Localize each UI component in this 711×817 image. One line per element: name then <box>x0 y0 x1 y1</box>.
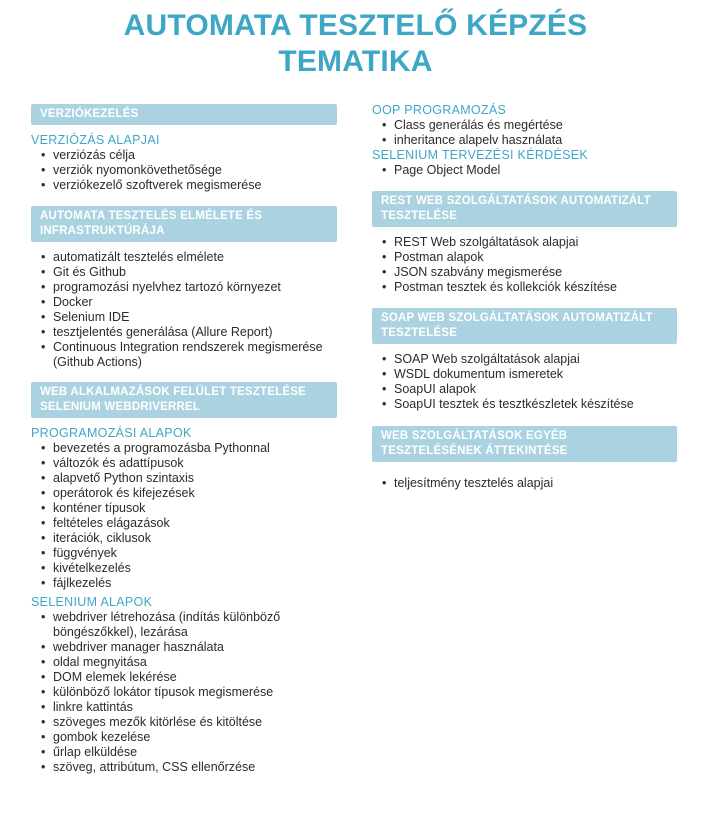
section-header-automata-teszteles: AUTOMATA TESZTELÉS ELMÉLETE ÉS INFRASTRUKTÚRÁJA <box>31 206 337 242</box>
list-item: • oldal megnyitása <box>31 655 337 670</box>
list-programozasi-alapok <box>31 441 337 591</box>
list-item: • konténer típusok <box>31 501 337 516</box>
list-item: • bevezetés a programozásba Pythonnal <box>31 441 337 456</box>
subheading-oop-programozas: OOP PROGRAMOZÁS <box>372 103 507 117</box>
list-item: • Class generálás és megértése <box>372 118 677 133</box>
subheading-verziozas-alapjai: VERZIÓZÁS ALAPJAI <box>31 133 160 147</box>
list-item: • JSON szabvány megismerése <box>372 265 677 280</box>
list-item: • Postman alapok <box>372 250 677 265</box>
list-item: • SoapUI tesztek és tesztkészletek készítése <box>372 397 677 412</box>
list-item: • REST Web szolgáltatások alapjai <box>372 235 677 250</box>
list-automata-teszteles <box>31 250 337 370</box>
list-item: • feltételes elágazások <box>31 516 337 531</box>
list-item: • SoapUI alapok <box>372 382 677 397</box>
section-header-web-alkalmazasok: WEB ALKALMAZÁSOK FELÜLET TESZTELÉSE SELENIUM WEBDRIVERREL <box>31 382 337 418</box>
list-item: • iterációk, ciklusok <box>31 531 337 546</box>
page-title-line-2: TEMATIKA <box>278 45 433 78</box>
page-title-line-1: AUTOMATA TESZTELŐ KÉPZÉS <box>123 9 588 42</box>
list-soap <box>372 352 677 412</box>
list-item: • változók és adattípusok <box>31 456 337 471</box>
left-column <box>31 104 337 775</box>
list-egyeb <box>372 476 677 491</box>
list-item: • gombok kezelése <box>31 730 337 745</box>
list-item: • szöveg, attribútum, CSS ellenőrzése <box>31 760 337 775</box>
list-rest <box>372 235 677 295</box>
list-item: • fájlkezelés <box>31 576 337 591</box>
list-item: • webdriver létrehozása (indítás különböző böngészőkkel), lezárása <box>31 610 337 640</box>
list-item: • teljesítmény tesztelés alapjai <box>372 476 677 491</box>
subheading-selenium-alapok: SELENIUM ALAPOK <box>31 595 153 609</box>
list-item: • Continuous Integration rendszerek megismerése (Github Actions) <box>31 340 337 370</box>
list-item: • linkre kattintás <box>31 700 337 715</box>
section-header-rest: REST WEB SZOLGÁLTATÁSOK AUTOMATIZÁLT TESZTELÉSE <box>372 191 677 227</box>
list-item: • Postman tesztek és kollekciók készítése <box>372 280 677 295</box>
list-item: • különböző lokátor típusok megismerése <box>31 685 337 700</box>
page-title <box>0 8 711 80</box>
list-selenium-alapok <box>31 610 337 775</box>
list-verziozas <box>31 148 337 193</box>
list-item: • Docker <box>31 295 337 310</box>
list-item: • programozási nyelvhez tartozó környezet <box>31 280 337 295</box>
list-item: • szöveges mezők kitörlése és kitöltése <box>31 715 337 730</box>
list-item: • űrlap elküldése <box>31 745 337 760</box>
list-item: • verziók nyomonkövethetősége <box>31 163 337 178</box>
list-oop <box>372 118 677 148</box>
list-item: • webdriver manager használata <box>31 640 337 655</box>
list-item: • verziózás célja <box>31 148 337 163</box>
list-item: • verziókezelő szoftverek megismerése <box>31 178 337 193</box>
list-item: • Page Object Model <box>372 163 677 178</box>
list-item: • Git és Github <box>31 265 337 280</box>
subheading-selenium-tervezesi: SELENIUM TERVEZÉSI KÉRDÉSEK <box>372 148 589 162</box>
section-header-soap: SOAP WEB SZOLGÁLTATÁSOK AUTOMATIZÁLT TESZTELÉSE <box>372 308 677 344</box>
right-column <box>372 103 677 491</box>
list-item: • alapvető Python szintaxis <box>31 471 337 486</box>
list-selenium-tervezesi <box>372 163 677 178</box>
list-item: • Selenium IDE <box>31 310 337 325</box>
section-header-verziokezeles: VERZIÓKEZELÉS <box>31 104 337 125</box>
list-item: • tesztjelentés generálása (Allure Report) <box>31 325 337 340</box>
list-item: • függvények <box>31 546 337 561</box>
list-item: • inheritance alapelv használata <box>372 133 677 148</box>
section-header-egyeb: WEB SZOLGÁLTATÁSOK EGYÉB TESZTELÉSÉNEK ÁTTEKINTÉSE <box>372 426 677 462</box>
list-item: • SOAP Web szolgáltatások alapjai <box>372 352 677 367</box>
list-item: • WSDL dokumentum ismeretek <box>372 367 677 382</box>
list-item: • DOM elemek lekérése <box>31 670 337 685</box>
list-item: • automatizált tesztelés elmélete <box>31 250 337 265</box>
list-item: • kivételkezelés <box>31 561 337 576</box>
subheading-programozasi-alapok: PROGRAMOZÁSI ALAPOK <box>31 426 192 440</box>
list-item: • operátorok és kifejezések <box>31 486 337 501</box>
